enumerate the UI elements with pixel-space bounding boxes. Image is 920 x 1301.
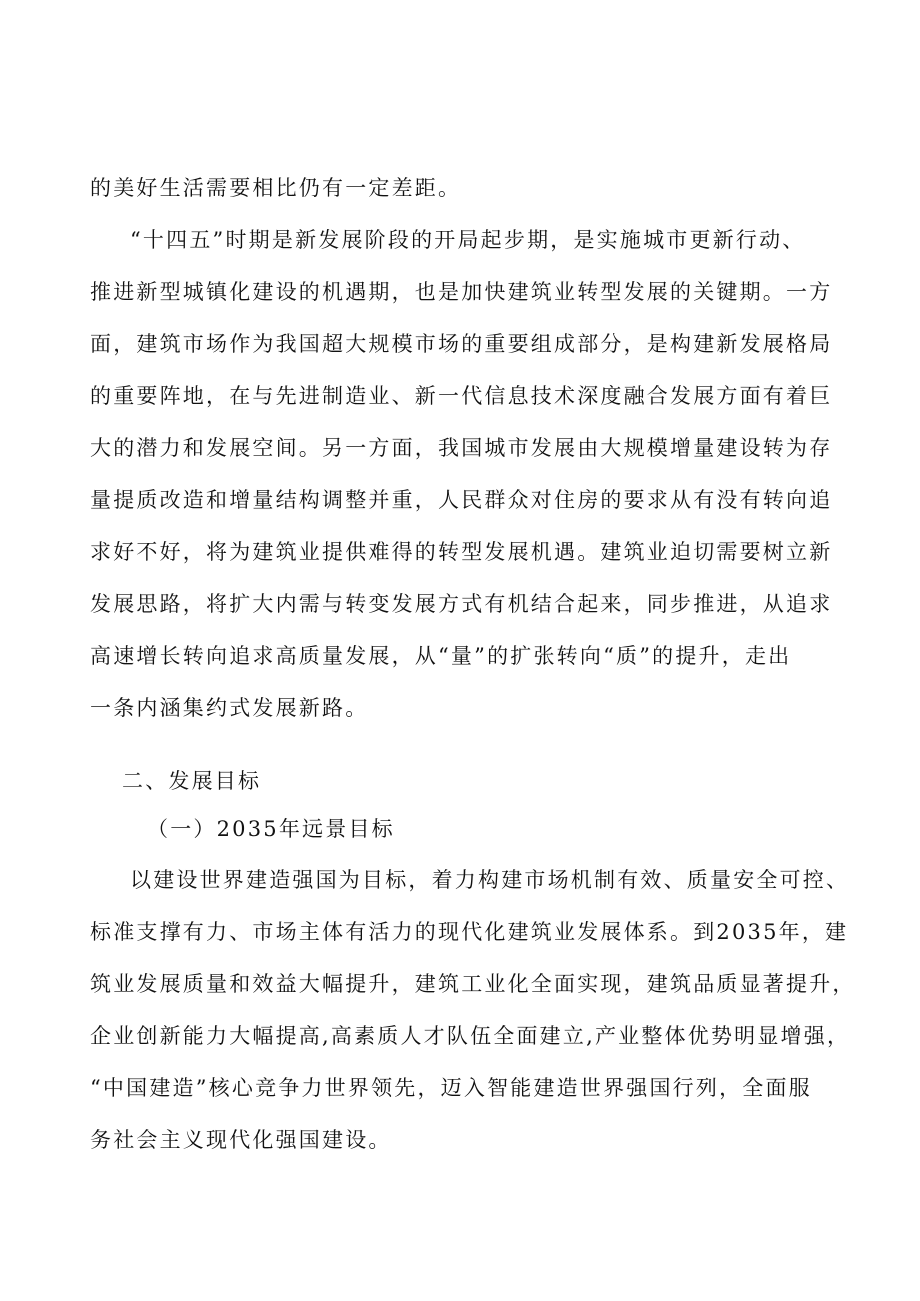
heading-development-goals: 二、发展目标 xyxy=(122,769,262,793)
paragraph-3-line-1: 以建设世界建造强国为目标，着力构建市场机制有效、质量安全可控、 xyxy=(130,868,850,892)
paragraph-2-line-3: 面，建筑市场作为我国超大规模市场的重要组成部分，是构建新发展格局 xyxy=(90,332,833,356)
paragraph-2-line-7: 求好不好，将为建筑业提供难得的转型发展机遇。建筑业迫切需要树立新 xyxy=(90,540,833,564)
paragraph-2-line-4: 的重要阵地，在与先进制造业、新一代信息技术深度融合发展方面有着巨 xyxy=(90,384,833,408)
paragraph-2-line-2: 推进新型城镇化建设的机遇期，也是加快建筑业转型发展的关键期。一方 xyxy=(90,280,833,304)
paragraph-3-line-5: “中国建造”核心竞争力世界领先，迈入智能建造世界强国行列，全面服 xyxy=(90,1076,812,1100)
paragraph-3-line-2: 标准支撑有力、市场主体有活力的现代化建筑业发展体系。到2035年，建 xyxy=(90,920,849,944)
paragraph-2-line-5: 大的潜力和发展空间。另一方面，我国城市发展由大规模增量建设转为存 xyxy=(90,436,833,460)
heading-2035-vision: （一）2035年远景目标 xyxy=(147,817,395,841)
paragraph-2-line-9: 高速增长转向追求高质量发展，从“量”的扩张转向“质”的提升，走出 xyxy=(90,644,792,668)
paragraph-3-line-3: 筑业发展质量和效益大幅提升，建筑工业化全面实现，建筑品质显著提升， xyxy=(90,972,856,996)
paragraph-3-line-4: 企业创新能力大幅提高,高素质人才队伍全面建立,产业整体优势明显增强， xyxy=(90,1024,851,1048)
paragraph-2-line-10: 一条内涵集约式发展新路。 xyxy=(90,696,369,720)
paragraph-1-line-1: 的美好生活需要相比仍有一定差距。 xyxy=(90,176,462,200)
paragraph-2-line-6: 量提质改造和增量结构调整并重，人民群众对住房的要求从有没有转向追 xyxy=(90,488,833,512)
paragraph-3-line-6: 务社会主义现代化强国建设。 xyxy=(90,1128,392,1152)
paragraph-2-line-1: “十四五”时期是新发展阶段的开局起步期，是实施城市更新行动、 xyxy=(130,228,806,252)
paragraph-2-line-8: 发展思路，将扩大内需与转变发展方式有机结合起来，同步推进，从追求 xyxy=(90,592,833,616)
